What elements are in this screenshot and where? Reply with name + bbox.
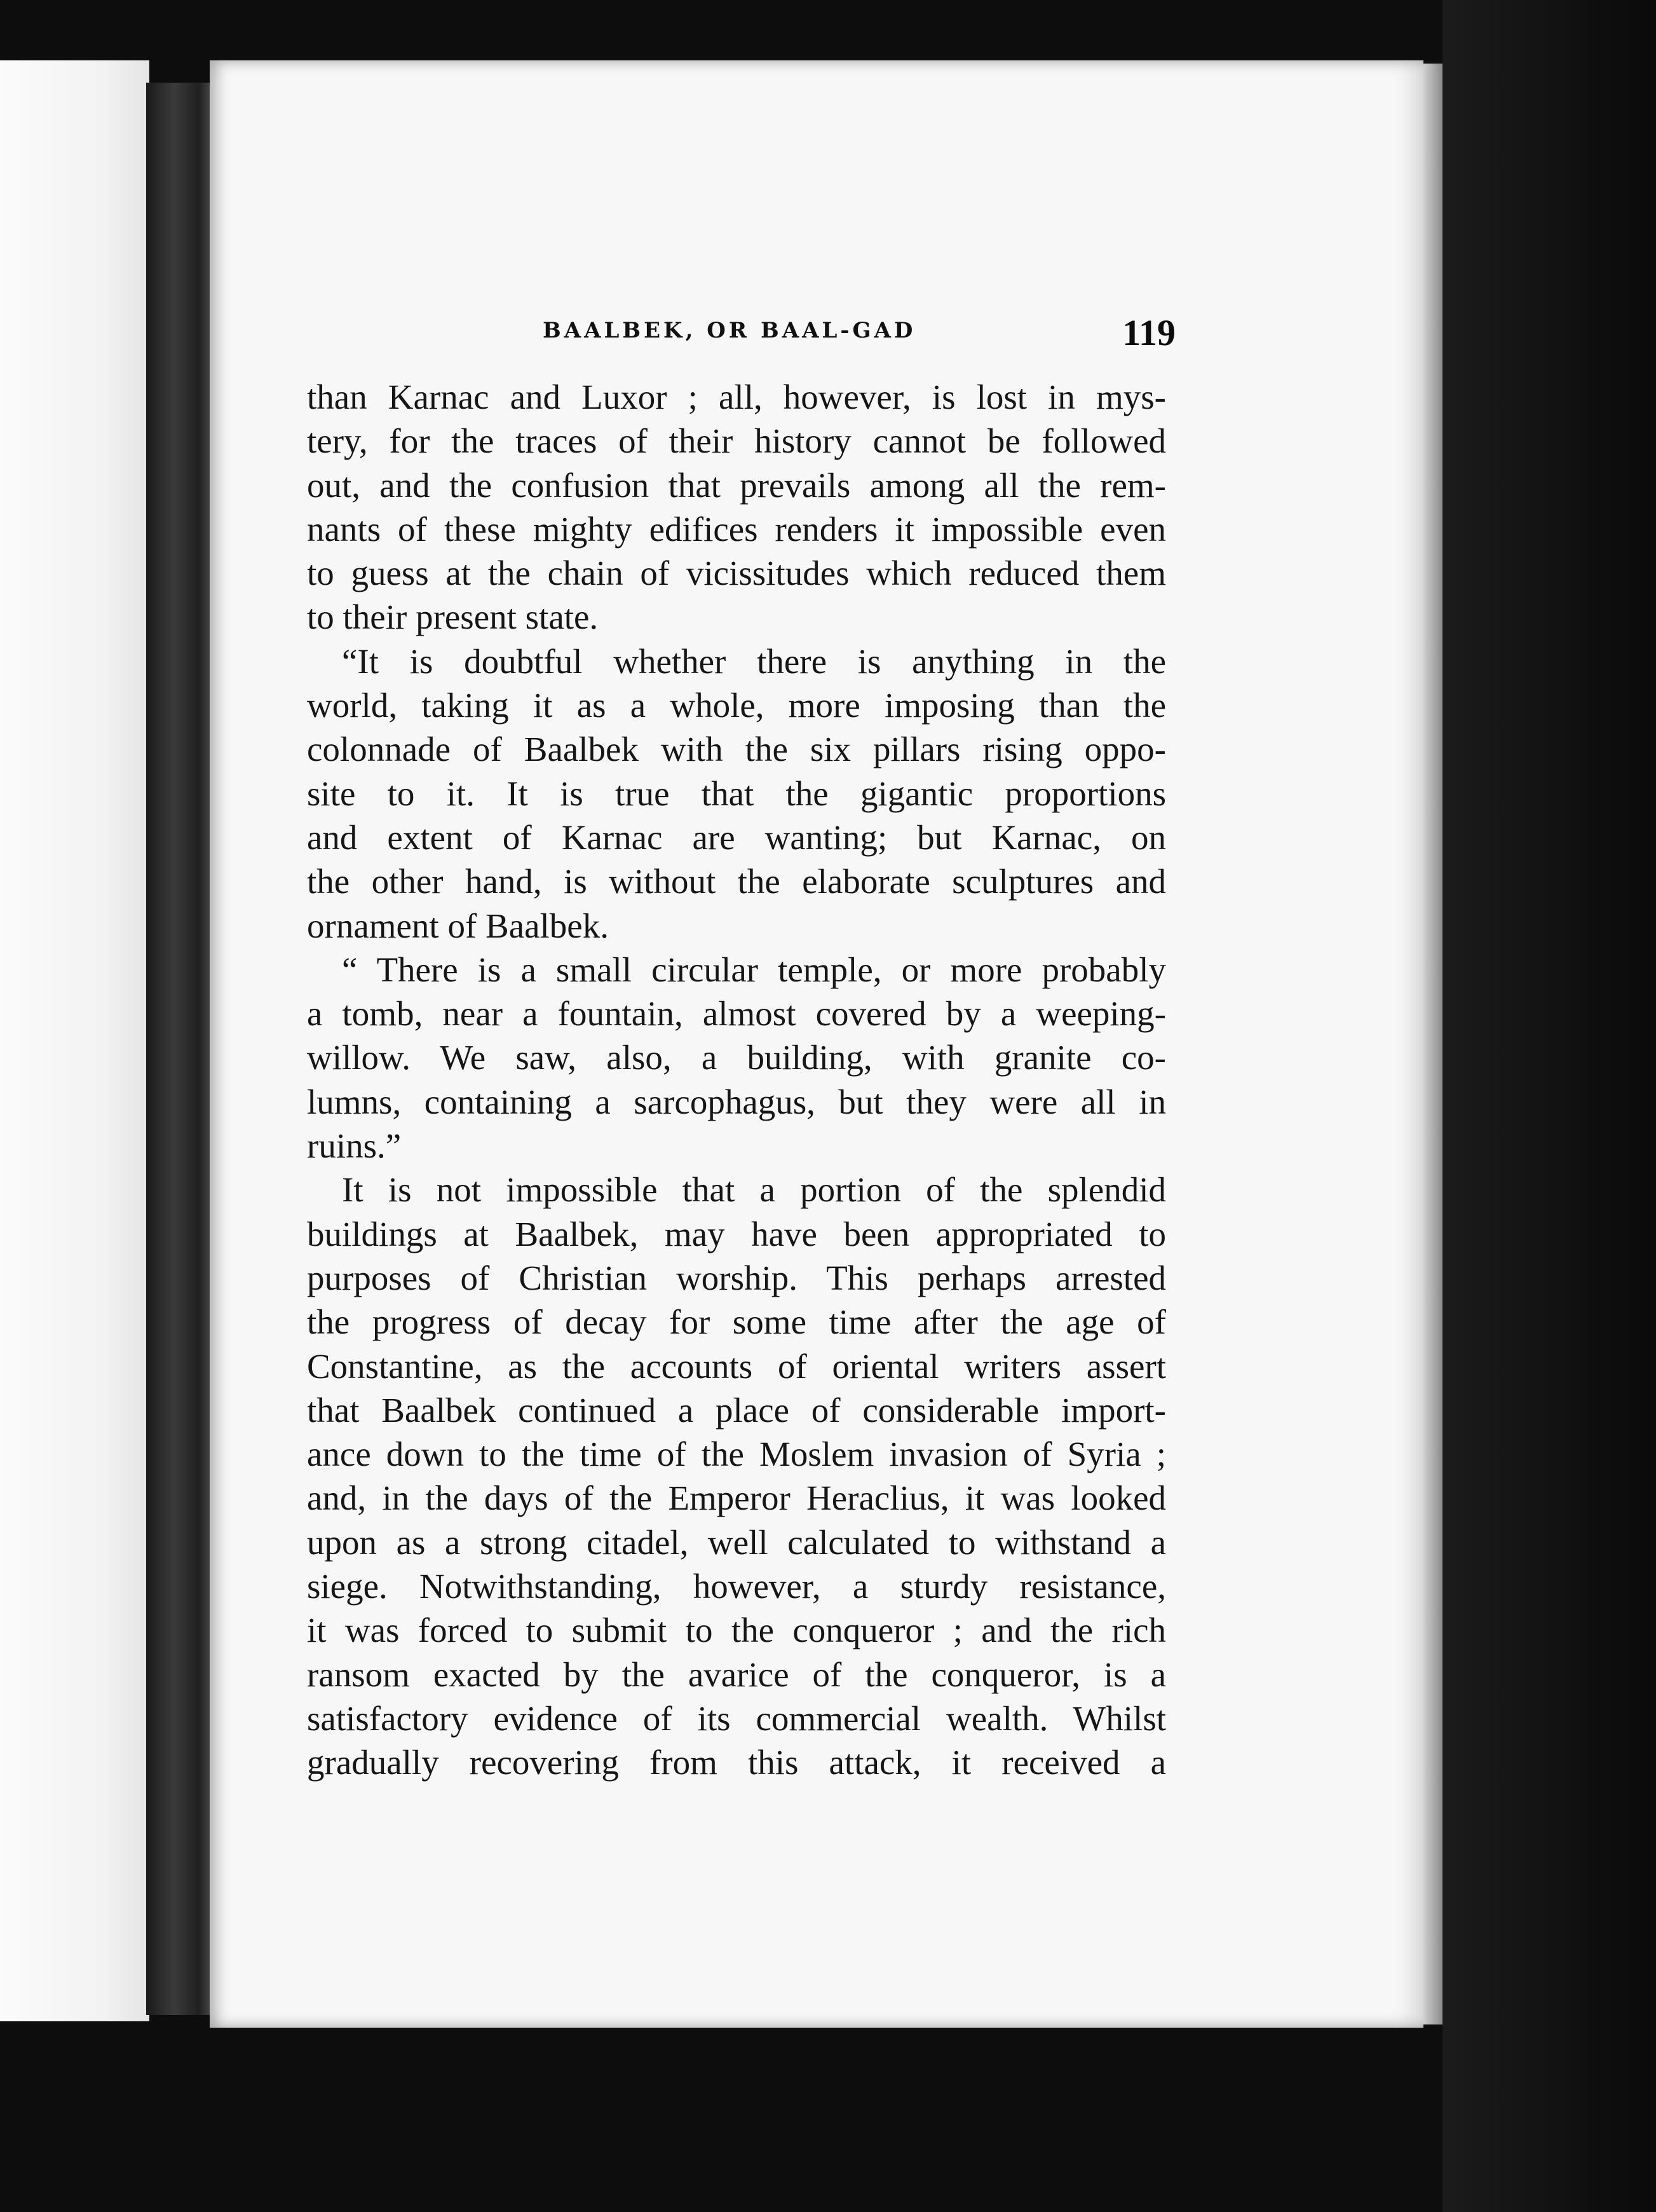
text-line: willow. We saw, also, a building, with granite co-	[307, 1038, 1166, 1077]
text-line: ornament of Baalbek.	[307, 906, 609, 945]
text-line: than Karnac and Luxor ; all, however, is lost in mys-	[307, 378, 1166, 416]
text-line: that Baalbek continued a place of considerable import-	[307, 1390, 1166, 1430]
text-line: “It is doubtful whether there is anything in the	[342, 641, 1166, 681]
text-line: “ There is a small circular temple, or more probably	[342, 950, 1166, 989]
book-gutter	[146, 83, 216, 2015]
text-line: nants of these mighty edifices renders it impossible even	[307, 509, 1166, 549]
text-line: upon as a strong citadel, well calculated to withstand a	[307, 1522, 1166, 1562]
text-line: tery, for the traces of their history cannot be followed	[307, 421, 1166, 461]
text-line: the progress of decay for some time after the age of	[307, 1302, 1166, 1342]
text-line: site to it. It is true that the gigantic proportions	[307, 774, 1166, 813]
running-title: BAALBEK, OR BAAL-GAD	[543, 318, 916, 343]
text-line: the other hand, is without the elaborate sculptures and	[307, 862, 1166, 901]
page-edge-shadow	[1423, 64, 1442, 2024]
text-line: It is not impossible that a portion of the splendid	[342, 1170, 1166, 1210]
text-line: and extent of Karnac are wanting; but Karnac, on	[307, 817, 1166, 857]
text-line: out, and the confusion that prevails among all the rem-	[307, 465, 1166, 505]
text-line: Constantine, as the accounts of oriental writers assert	[307, 1346, 1166, 1386]
text-line: lumns, containing a sarcophagus, but they were all in	[307, 1082, 1166, 1121]
page-number: 119	[1122, 312, 1176, 353]
text-line: ruins.”	[307, 1126, 402, 1166]
running-head	[521, 313, 1176, 351]
text-line: a tomb, near a fountain, almost covered by a weeping-	[307, 994, 1166, 1034]
text-line: to guess at the chain of vicissitudes which reduced them	[307, 554, 1166, 593]
text-line: and, in the days of the Emperor Heraclius, it was looked	[307, 1478, 1166, 1518]
previous-page-edge	[0, 60, 149, 2021]
text-line: it was forced to submit to the conqueror ; and the rich	[307, 1611, 1166, 1650]
text-line: buildings at Baalbek, may have been appropriated to	[307, 1214, 1166, 1253]
text-line: satisfactory evidence of its commercial wealth. Whilst	[307, 1698, 1166, 1738]
text-line: gradually recovering from this attack, it received a	[307, 1743, 1166, 1782]
body-text	[307, 375, 1166, 1785]
text-line: siege. Notwithstanding, however, a sturdy resistance,	[307, 1567, 1166, 1606]
text-line: ransom exacted by the avarice of the conqueror, is a	[307, 1655, 1166, 1694]
text-line: purposes of Christian worship. This perhaps arrested	[307, 1258, 1166, 1297]
right-dark-margin	[1442, 0, 1656, 2212]
text-line: ance down to the time of the Moslem invasion of Syria ;	[307, 1435, 1166, 1474]
text-line: to their present state.	[307, 597, 599, 637]
text-line: world, taking it as a whole, more imposing than the	[307, 686, 1166, 725]
text-line: colonnade of Baalbek with the six pillars rising oppo-	[307, 730, 1166, 769]
